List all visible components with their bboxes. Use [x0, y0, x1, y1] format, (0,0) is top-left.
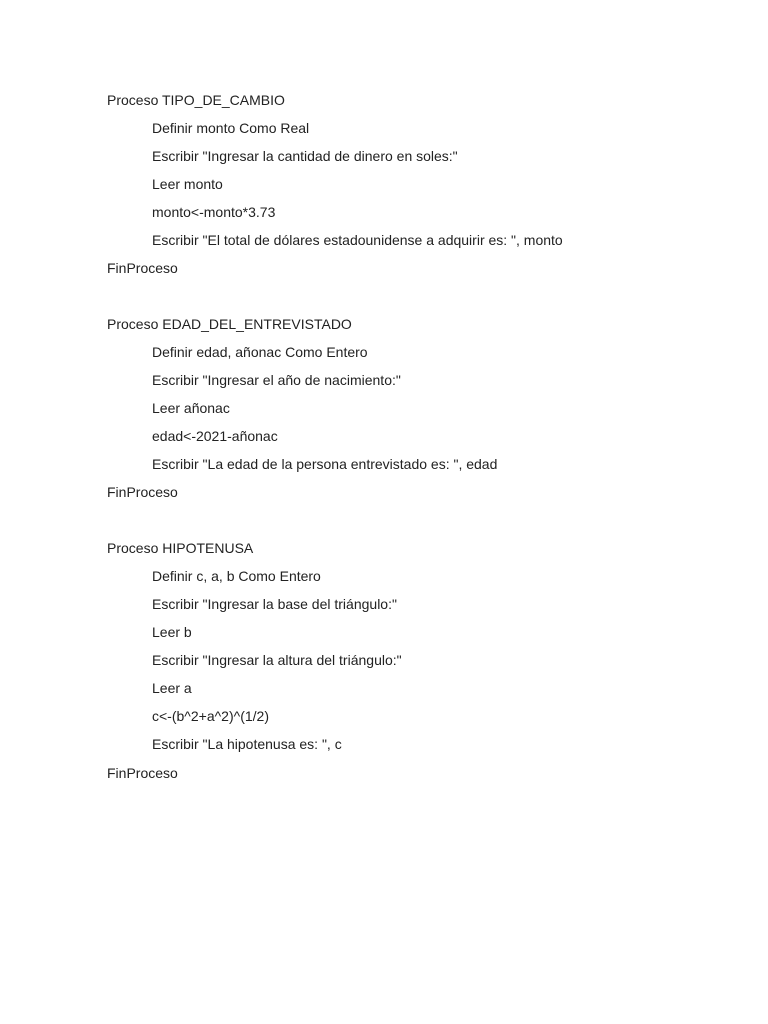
- procedure-footer: FinProceso: [107, 260, 178, 276]
- code-line: Escribir "Ingresar la cantidad de dinero en soles:": [152, 148, 458, 164]
- code-line: Definir c, a, b Como Entero: [152, 568, 321, 584]
- code-line: Leer b: [152, 624, 192, 640]
- code-line: edad<-2021-añonac: [152, 428, 278, 444]
- code-line: monto<-monto*3.73: [152, 204, 276, 220]
- code-line: Escribir "La edad de la persona entrevistado es: ", edad: [152, 456, 498, 472]
- procedure-footer: FinProceso: [107, 765, 178, 781]
- code-line: Escribir "Ingresar la base del triángulo:": [152, 596, 397, 612]
- code-line: Escribir "El total de dólares estadounidense a adquirir es: ", monto: [152, 232, 563, 248]
- code-line: Escribir "La hipotenusa es: ", c: [152, 736, 342, 752]
- code-line: Leer añonac: [152, 400, 230, 416]
- procedure-header: Proceso EDAD_DEL_ENTREVISTADO: [107, 316, 352, 332]
- code-line: Definir monto Como Real: [152, 120, 310, 136]
- procedure-footer: FinProceso: [107, 484, 178, 500]
- code-line: Leer monto: [152, 176, 223, 192]
- code-line: Definir edad, añonac Como Entero: [152, 344, 368, 360]
- procedure-header: Proceso HIPOTENUSA: [107, 540, 254, 556]
- code-line: Escribir "Ingresar el año de nacimiento:": [152, 372, 401, 388]
- code-line: Escribir "Ingresar la altura del triángulo:": [152, 652, 402, 668]
- procedure-header: Proceso TIPO_DE_CAMBIO: [107, 92, 285, 108]
- code-line: c<-(b^2+a^2)^(1/2): [152, 708, 269, 724]
- code-line: Leer a: [152, 680, 192, 696]
